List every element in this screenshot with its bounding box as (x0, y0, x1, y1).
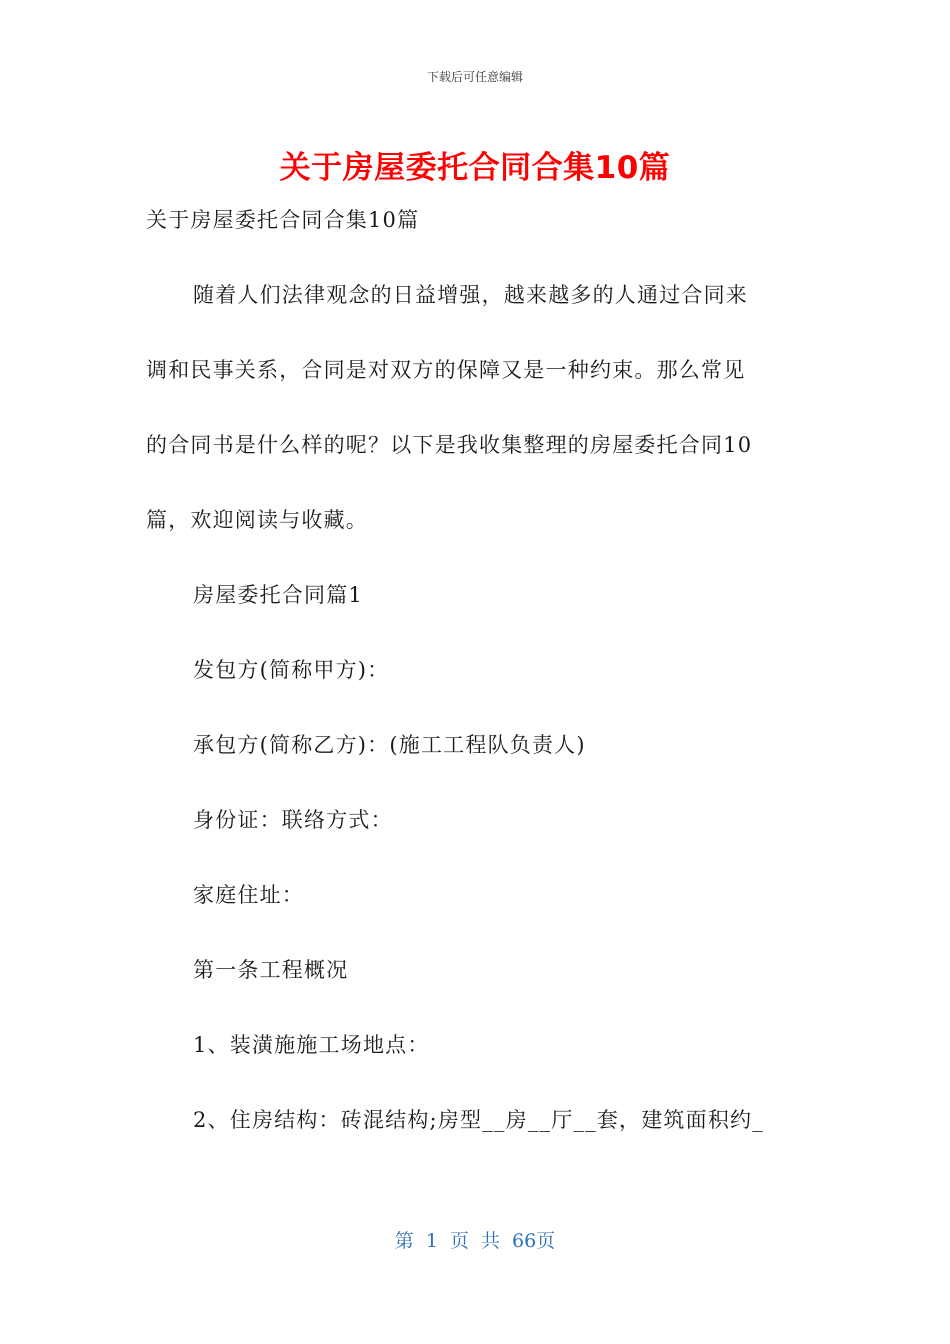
intro-line-2: 调和民事关系，合同是对双方的保障又是一种约束。那么常见 (146, 358, 746, 382)
intro-line-1: 随着人们法律观念的日益增强，越来越多的人通过合同来 (193, 283, 748, 307)
intro-line-4: 篇，欢迎阅读与收藏。 (146, 508, 368, 532)
header-note: 下载后可任意编辑 (426, 70, 523, 84)
page-number-footer: 第 1 页 共 66页 (394, 1230, 556, 1252)
field-party-a: 发包方(简称甲方)： (193, 658, 390, 682)
document-title: 关于房屋委托合同合集10篇 (279, 150, 671, 186)
article-1-heading: 第一条工程概况 (193, 958, 349, 982)
section-heading: 房屋委托合同篇1 (193, 583, 363, 607)
document-subtitle: 关于房屋委托合同合集10篇 (146, 208, 420, 232)
field-home-address: 家庭住址： (193, 883, 304, 907)
document-body (146, 202, 806, 1177)
field-party-b: 承包方(简称乙方)：(施工工程队负责人) (193, 733, 586, 757)
intro-line-3: 的合同书是什么样的呢？以下是我收集整理的房屋委托合同10 (146, 433, 753, 457)
field-id-contact: 身份证：联络方式： (193, 808, 393, 832)
article-1-item-2: 2、住房结构：砖混结构;房型__房__厅__套，建筑面积约_ (193, 1108, 764, 1132)
article-1-item-1: 1、装潢施施工场地点： (193, 1033, 430, 1057)
